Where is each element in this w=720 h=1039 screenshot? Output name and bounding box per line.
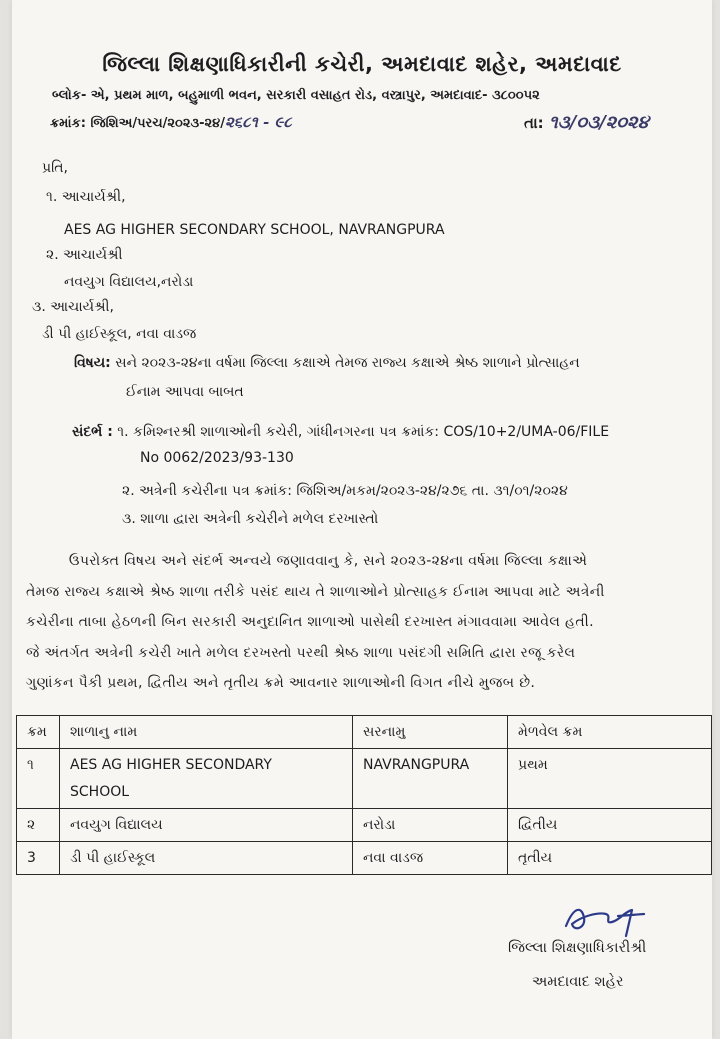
recipient-2-title: ૨. આચાર્યશ્રી xyxy=(46,247,123,263)
reference-item-1-cont: No 0062/2023/93-130 xyxy=(140,450,294,466)
signature-place: અમદાવાદ શહેર xyxy=(532,974,624,990)
date-handwritten: ૧૩/૦૩/૨૦૨૪ xyxy=(548,112,649,133)
cell-sr: ૨ xyxy=(17,809,60,842)
reference-item-3: ૩. શાળા દ્વારા અત્રેની કચેરીને મળેલ દરખાસ્તો xyxy=(122,511,379,527)
letterhead-address: બ્લોક- એ, પ્રથમ માળ, બહુમાળી ભવન, સરકારી વસાહત રોડ, વસ્ત્રાપુર, અમદાવાદ- ૩૮૦૦૫૨ xyxy=(52,88,540,103)
cell-school-name: AES AG HIGHER SECONDARY SCHOOL xyxy=(60,749,353,809)
signature-designation: જિલ્લા શિક્ષણાધિકારીશ્રી xyxy=(508,940,647,956)
cell-rank: દ્વિતીય xyxy=(508,809,712,842)
cell-school-name: નવયુગ વિદ્યાલય xyxy=(60,809,353,842)
date-label: તા: xyxy=(524,114,544,132)
header-school-name: શાળાનુ નામ xyxy=(60,716,353,749)
table-row xyxy=(17,842,712,875)
cell-sr: ૧ xyxy=(17,749,60,809)
reference-item-1: સંદર્ભ : ૧. કમિશ્નરશ્રી શાળાઓની કચેરી, ગાંધીનગરના પત્ર ક્રમાંક: COS/10+2/UMA-06/FILE xyxy=(72,424,610,440)
header-rank: મેળવેલ ક્રમ xyxy=(508,716,712,749)
cell-rank: તૃતીય xyxy=(508,842,712,875)
body-line-4: જે અંતર્ગત અત્રેની કચેરી ખાતે મળેલ દરખસ્તો પરથી શ્રેષ્ઠ શાળા પસંદગી સમિતિ દ્વારા રજૂ કરેલ xyxy=(26,644,576,661)
to-label: પ્રતિ, xyxy=(42,160,68,176)
reference-prefix: ક્રમાંક: જિશિઅ/પરચ/૨૦૨૩-૨૪/ xyxy=(50,116,225,131)
subject-label: વિષય: xyxy=(74,355,111,371)
references-label: સંદર્ભ : xyxy=(72,424,113,440)
cell-address: નવા વાડજ xyxy=(353,842,508,875)
letter-page xyxy=(12,0,712,1039)
cell-sr: 3 xyxy=(17,842,60,875)
subject-line-1: વિષય: સને ૨૦૨૩-૨૪ના વર્ષમા જિલ્લા કક્ષાએ તેમજ રાજ્ય કક્ષાએ શ્રેષ્ઠ શાળાને પ્રોત્સાહન xyxy=(74,355,580,371)
subject-line-2: ઈનામ આપવા બાબત xyxy=(126,384,244,400)
body-line-5: ગુણાંકન પૈકી પ્રથમ, દ્વિતીય અને તૃતીય ક્રમે આવનાર શાળાઓની વિગત નીચે મુજબ છે. xyxy=(26,675,536,691)
cell-address: નરોડા xyxy=(353,809,508,842)
recipient-1-name: AES AG HIGHER SECONDARY SCHOOL, NAVRANGPURA xyxy=(64,222,445,238)
body-line-2: તેમજ રાજ્ય કક્ષાએ શ્રેષ્ઠ શાળા તરીકે પસંદ થાય તે શાળાઓને પ્રોત્સાહક ઈનામ આપવા માટે અત્રેની xyxy=(26,583,605,600)
recipient-3-name: ડી પી હાઈસ્કૂલ, નવા વાડજ xyxy=(42,326,197,342)
recipient-1-title: ૧. આચાર્યશ્રી, xyxy=(46,189,126,205)
reference-number-handwritten: ૨૬૮૧ - ૯૮ xyxy=(225,113,292,131)
letter-date xyxy=(524,112,649,133)
header-address: સરનામુ xyxy=(353,716,508,749)
cell-rank: પ્રથમ xyxy=(508,749,712,809)
header-sr: ક્રમ xyxy=(17,716,60,749)
reference-item-2: ૨. અત્રેની કચેરીના પત્ર ક્રમાંક: જિશિઅ/મકમ/૨૦૨૩-૨૪/૨૭૬ તા. ૩૧/૦૧/૨૦૨૪ xyxy=(122,483,568,499)
recipient-2-name: નવયુગ વિદ્યાલય,નરોડા xyxy=(64,274,194,290)
recipient-3-title: ૩. આચાર્યશ્રી, xyxy=(32,299,115,315)
letterhead-title: જિલ્લા શિક્ષણાધિકારીની કચેરી, અમદાવાદ શહેર, અમદાવાદ xyxy=(102,52,622,76)
body-line-1: ઉપરોક્ત વિષય અને સંદર્ભ અન્વયે જણાવવાનુ કે, સને ૨૦૨૩-૨૪ના વર્ષમા જિલ્લા કક્ષાએ xyxy=(26,553,588,569)
body-line-3: કચેરીના તાબા હેઠળની બિન સરકારી અનુદાનિત શાળાઓ પાસેથી દરખાસ્ત મંગાવવામા આવેલ હતી. xyxy=(26,614,594,630)
table-row xyxy=(17,749,712,809)
body-paragraph xyxy=(26,546,710,699)
schools-table xyxy=(16,715,712,875)
cell-address: NAVRANGPURA xyxy=(353,749,508,809)
reference-number xyxy=(50,113,292,131)
cell-school-name: ડી પી હાઈસ્કૂલ xyxy=(60,842,353,875)
table-row xyxy=(17,809,712,842)
table-header-row xyxy=(17,716,712,749)
